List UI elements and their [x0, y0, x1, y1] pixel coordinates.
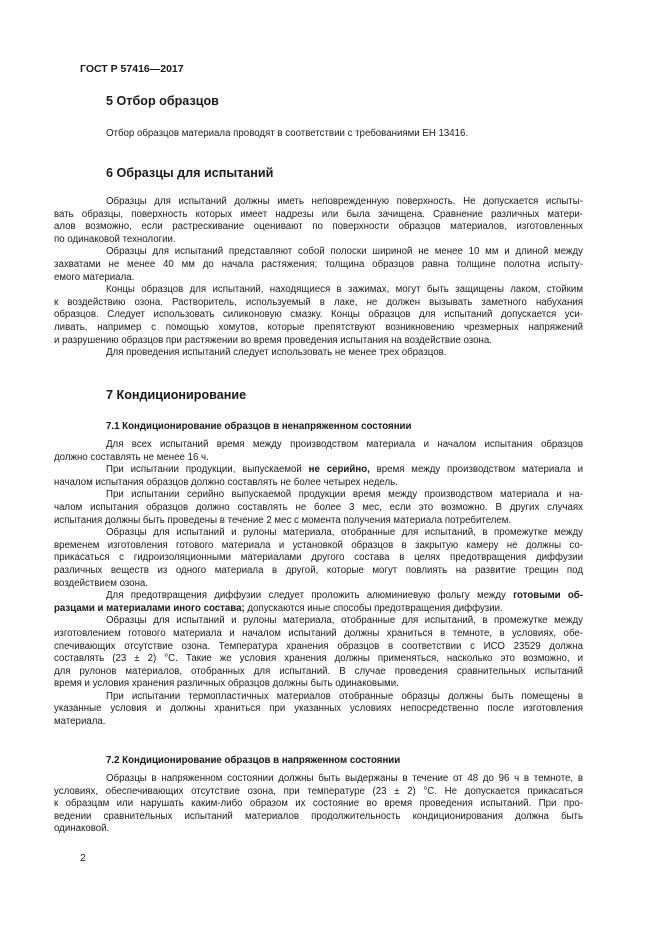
bold-run: не серийно,	[308, 464, 370, 476]
text-line: и разрушению образцов при растяжении во время проведения испытания на воздействие озона.	[54, 334, 492, 346]
paragraph	[54, 439, 583, 464]
text-line: по одинаковой технологии.	[54, 233, 176, 245]
text-line: образцов. Следует использовать силиконовую смазку. Концы образцов для испытаний допускается уси-	[54, 309, 583, 321]
text-line: изготовлением готового материала и началом испытаний должны храниться в темноте, в условиях, обе-	[54, 627, 583, 639]
text-line: воздействием озона.	[54, 577, 149, 589]
text-line: одинаковой.	[54, 823, 110, 835]
text-line: испытания должны быть проведены в течение 2 мес с момента получения материала потребителем.	[54, 514, 512, 526]
text-line: условиях, обеспечивающих отсутствие озона, при температуре (23 ± 2) °С. Не допускается прикасаться	[54, 785, 583, 797]
page-number: 2	[80, 852, 86, 864]
bold-run: разцами и материалами иного состава;	[54, 602, 245, 614]
section-6-title: 6 Образцы для испытаний	[106, 166, 274, 180]
text-line: Образцы для испытаний представляют собой полоски шириной не менее 10 мм и длиной между	[106, 246, 583, 258]
paragraph	[54, 590, 583, 615]
text-line: для рулонов материалов, отобранных для испытаний. В случае проведения сравнительных испытаний	[54, 665, 583, 677]
paragraph	[54, 527, 583, 590]
paragraph	[54, 489, 583, 527]
text-run: допускаются иные способы предотвращения диффузии.	[244, 602, 503, 614]
text-line: должно составлять не менее 16 ч.	[54, 451, 209, 463]
text-run: При испытании продукции, выпускаемой	[106, 464, 309, 476]
text-line: вать образцы, поверхность которых имеет надрезы или была зачищена. Сравнение различных матери-	[54, 208, 583, 220]
text-line: Для всех испытаний время между производством материала и началом испытания образцов	[106, 439, 583, 450]
text-line: к воздействию озона. Растворитель, используемый в лаке, не должен вызывать заметного набухания	[54, 296, 583, 308]
text-line: время и условия хранения различных образцов должны быть одинаковыми.	[54, 678, 399, 690]
paragraph	[54, 284, 583, 347]
text-line: алов возможно, если растрескивание оценивают по поверхности образцов материалов, изготовленных	[54, 221, 583, 233]
text-line: захватами не менее 40 мм до начала растяжения; толщина образцов равна толщине полотна испыту-	[54, 258, 583, 270]
text-line: указанные условия и должны храниться при указанных условиях непосредственно после изготовления	[54, 703, 583, 715]
text-line	[80, 464, 583, 477]
text-line: материала.	[54, 716, 106, 728]
section-5-title: 5 Отбор образцов	[106, 94, 219, 108]
text-line: Образцы для испытаний и рулоны материала, отобранные для испытаний, в промежутке между	[106, 527, 583, 539]
text-line: ведении сравнительных испытаний материалов продолжительность кондиционирования должна быть	[54, 810, 583, 822]
paragraph	[80, 347, 583, 360]
text-line	[54, 602, 583, 616]
text-line: спечивающих отсутствие озона. Температура хранения образцов в соответствии с ИСО 23529 должна	[54, 640, 583, 652]
subsection-7-2-body	[54, 773, 583, 836]
text-line: Образцы для испытаний должны иметь неповрежденную поверхность. Не допускается испыты-	[106, 196, 583, 207]
paragraph	[54, 464, 584, 489]
paragraph	[54, 615, 583, 691]
text-line: началом испытания образцов должно составлять не более четырех недель.	[54, 476, 398, 488]
text-line: емого материала.	[54, 271, 135, 283]
text-line: Образцы для испытаний и рулоны материала, отобранные для испытаний, в промежутке между	[106, 615, 583, 627]
subsection-7-1-body	[54, 439, 584, 729]
text-line: ливать, например с помощью хомутов, которые препятствуют возникновению чрезмерных напряжений	[54, 321, 583, 333]
text-line: Концы образцов для испытаний, находящиеся в зажимах, могут быть защищены лаком, стойким	[106, 284, 583, 296]
section-5-paragraph: Отбор образцов материала проводят в соответствии с требованиями ЕН 13416.	[106, 128, 469, 139]
text-line: составлять (23 ± 2) °С. Такие же условия хранения должны применяться, насколько это возможно, и	[54, 653, 583, 665]
paragraph	[54, 690, 583, 729]
text-line: Для проведения испытаний следует использовать не менее трех образцов.	[106, 347, 447, 359]
paragraph	[54, 773, 583, 836]
text-run: время между производством материала и	[369, 464, 584, 476]
text-line: При испытании серийно выпускаемой продукции время между производством материала и на-	[106, 489, 583, 501]
text-line: различных веществ из одного материала в другой, которые могут повлиять на развитие трещин под	[54, 564, 583, 576]
subsection-7-1-title: 7.1 Кондиционирование образцов в ненапряженном состоянии	[106, 421, 412, 432]
bold-run: готовыми об-	[513, 590, 583, 602]
text-line: к образцам или нарушать каким-либо образом их состояние во время проведения испытаний. При про-	[54, 798, 583, 810]
standard-header: ГОСТ Р 57416—2017	[80, 63, 184, 75]
text-line: прикасаться с гидроизоляционными материалами другого состава в целях предотвращения диффузии	[54, 552, 583, 564]
text-line: При испытании термопластичных материалов отобранные образцы должны быть помещены в	[106, 690, 583, 702]
text-line: чалом испытания образцов должно составлять не более 3 мес, если это возможно. В других случаях	[54, 501, 583, 513]
section-7-title: 7 Кондиционирование	[106, 388, 247, 402]
text-line: временем изготовления готового материала и установкой образцов в закрытую камеру не должны со-	[54, 539, 583, 551]
subsection-7-2-title: 7.2 Кондиционирование образцов в напряженном состоянии	[106, 755, 401, 766]
text-line	[80, 590, 583, 603]
text-line: Образцы в напряженном состоянии должны быть выдержаны в течение от 48 до 96 ч в темноте, в	[106, 773, 583, 784]
section-6-body	[54, 196, 583, 360]
paragraph	[54, 246, 583, 284]
text-run: Для предотвращения диффузии следует проложить алюминиевую фольгу между	[106, 590, 514, 602]
paragraph	[54, 196, 583, 246]
